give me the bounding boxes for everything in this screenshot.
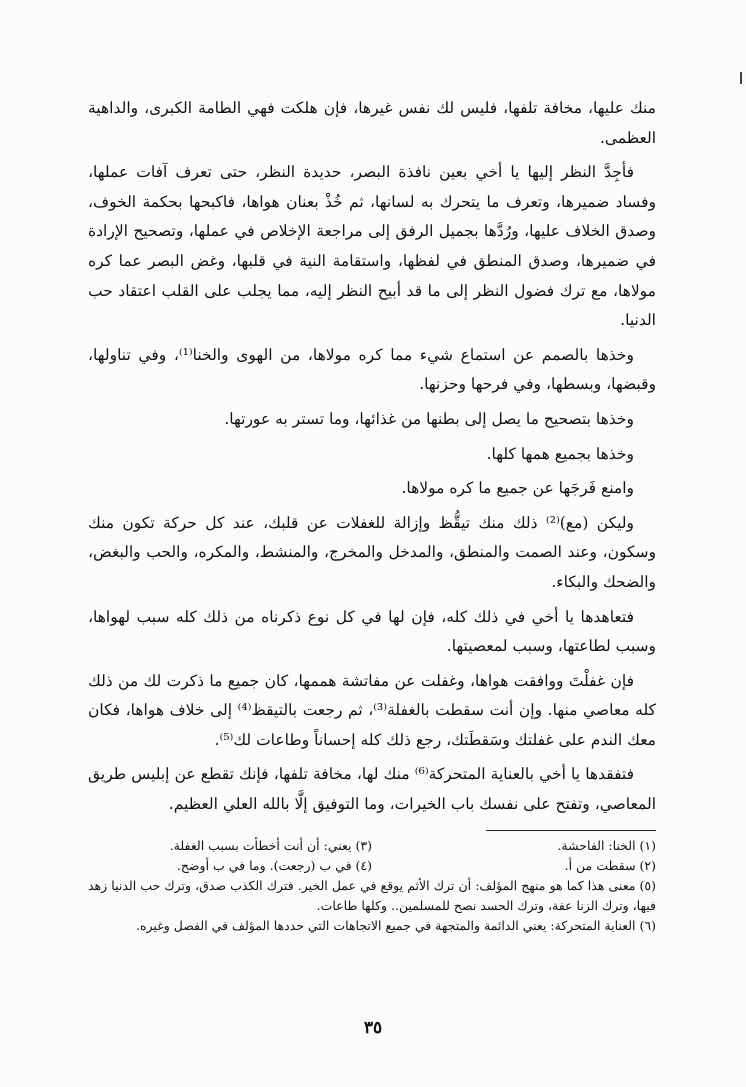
paragraph <box>88 603 656 662</box>
paragraph <box>88 94 656 153</box>
page-body <box>88 94 656 936</box>
footnote-3: (٣) يعني: أن أنت أخطأت بسبب الغفلة. <box>169 837 372 853</box>
paragraph <box>88 405 656 435</box>
paragraph-text: وخذها بتصحيح ما يصل إلى بطنها من غذائها، وما تستر به عورتها. <box>224 409 634 428</box>
footnote-1: (١) الخنا: الفاحشة. <box>557 837 656 853</box>
footnote-4: (٤) في ب (رجعت). وما في ب أوضح. <box>176 857 372 873</box>
footnote-6: (٦) العناية المتحركة: يعني الدائمة والمتجهة في جميع الاتجاهات التي حددها المؤلف في الفصل وغيره. <box>136 917 656 933</box>
paragraph <box>88 158 656 336</box>
paragraph-text: فتعاهدها يا أخي في ذلك كله، فإن لها في كل نوع ذكرناه من ذلك كله سبب لهواها، وسبب لطاعتها، وسبب لمعصيتها. <box>88 607 656 656</box>
paragraph <box>88 509 656 598</box>
paragraph <box>88 667 656 756</box>
page-edge-mark <box>740 72 742 84</box>
footnote-5: (٥) معنى هذا كما هو منهج المؤلف: أن ترك الأثم يوقع في عمل الخير. فترك الكذب صدق، وترك حب الدنيا زهد فيها، وترك الزنا عفة، وترك الحسد نصح للمسلمين.. وكلها طاعات. <box>88 877 656 913</box>
paragraph-text: منك عليها، مخافة تلفها، فليس لك نفس غيرها، فإن هلكت فهي الطامة الكبرى، والداهية العظمى. <box>88 99 656 147</box>
paragraph <box>88 474 656 504</box>
paragraph-text: وامنع فَرجَها عن جميع ما كره مولاها. <box>401 479 634 498</box>
paragraph <box>88 760 656 819</box>
footnote-divider <box>486 830 656 831</box>
footnote-grid <box>88 836 656 876</box>
paragraph-text: فأجِدَّ النظر إليها يا أخي بعين نافذة البصر، حديدة النظر، حتى تعرف آفات عملها، وفساد ضميرها، وتعرف ما يتحرك به لسانها، ثم خُذْ بعنان هواها، فاكبحها بحكمة الخوف، وصدق الخلاف عليها، ورُدَّها بجميل الرفق إلى مراجعة الإخلاص في عملها، وتصحيح الإرادة في ضميرها، وصدق المنطق في لفظها، واستقامة النية في قلبها، وغض البصر عما كره مولاها، مع ترك فضول النظر إلى ما قد أبيح النظر إليه، مما يجلب على القلب اعتقاد حب الدنيا. <box>88 163 656 330</box>
paragraph-text: وليكن (مع)⁽²⁾ ذلك منك تيقُّظ وإزالة للغفلات عن قلبك، عند كل حركة تكون منك وسكون، وعند الصمت والمنطق، والمدخل والمخرج، والمنشط، والمكره، والحب والبغض، والضحك والبكاء. <box>88 513 656 591</box>
paragraph-text: فتفقدها يا أخي بالعناية المتحركة⁽⁶⁾ منك لها، مخافة تلفها، فإنك تقطع عن إبليس طريق المعاصي، وتفتح على نفسك باب الخيرات، وما التوفيق إلَّا بالله العلي العظيم. <box>88 765 656 814</box>
paragraph <box>88 440 656 470</box>
footnote-column-right <box>372 836 656 876</box>
paragraph-text: وخذها بالصمم عن استماع شيء مما كره مولاها، من الهوى والخنا⁽¹⁾، وفي تناولها، وقبضها، وبسطها، وفي فرحها وحزنها. <box>88 345 656 394</box>
footnote-2: (٢) سقطت من أ. <box>564 857 656 873</box>
paragraph-text: فإن غفلْتَ ووافقت هواها، وغفلت عن مفاتشة هممها، كان جميع ما ذكرت لك من ذلك كله معاصي منها. وإن أنت سقطت بالغفلة⁽³⁾، ثم رجعت بالتيقظ⁽⁴⁾ إلى خلاف هواها، فكان معك الندم على غفلتك وسَقطَتك، رجع ذلك كله إحساناً وطاعات لك⁽⁵⁾. <box>88 671 656 749</box>
paragraph-text: وخذها بجميع همها كلها. <box>486 444 634 463</box>
paragraph <box>88 341 656 400</box>
page-number: ٣٥ <box>363 1018 383 1038</box>
footnotes <box>88 836 656 936</box>
footnote-column-left <box>88 836 372 876</box>
